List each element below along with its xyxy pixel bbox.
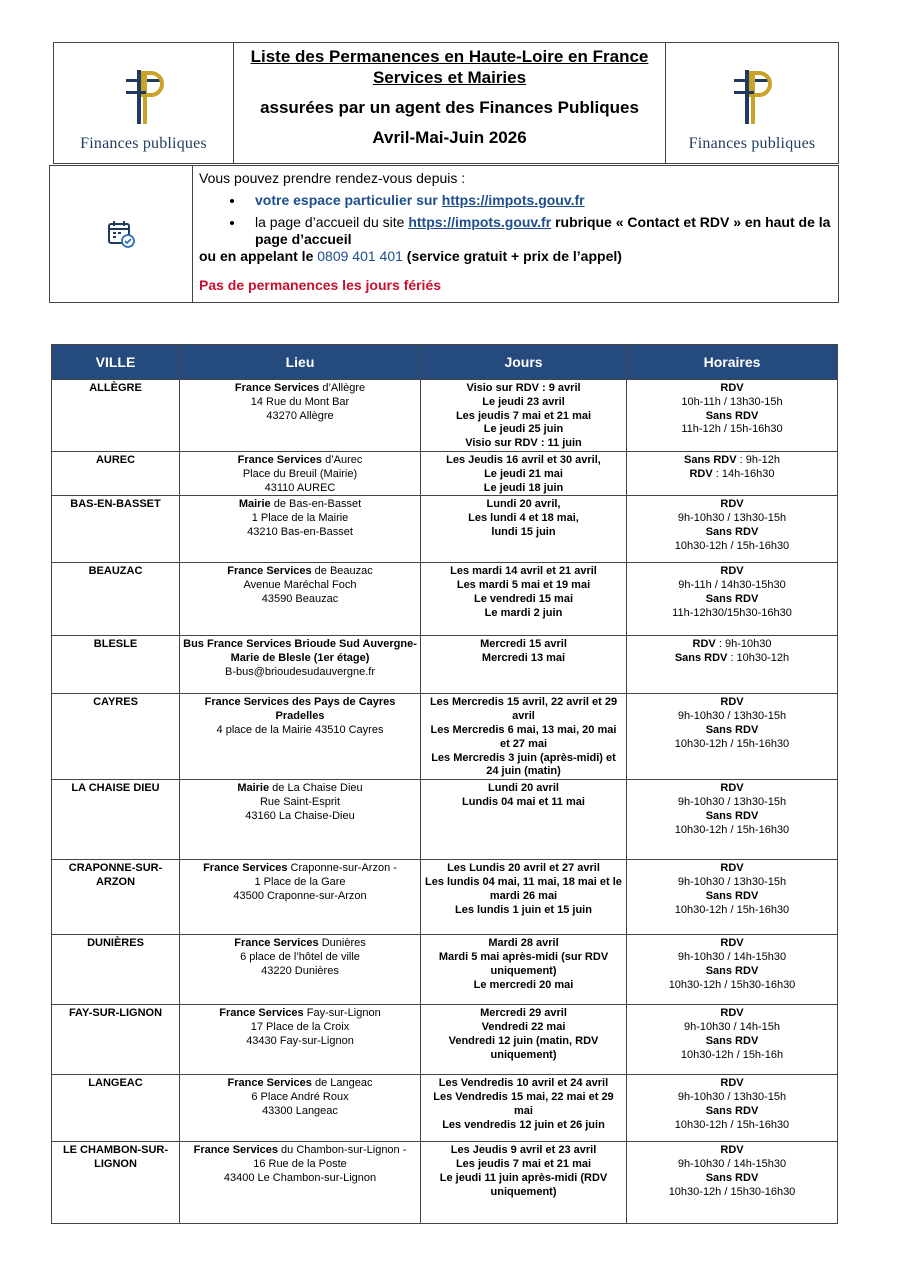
info-bullet-1: [245, 192, 832, 209]
cell-place: [180, 380, 421, 452]
place-address-line: 43270 Allègre: [266, 409, 334, 422]
calendar-check-icon: [106, 219, 136, 249]
hours-value: : 9h-10h30: [715, 638, 772, 651]
hours-value: : 9h-12h: [736, 453, 780, 466]
hours-value: 10h30-12h / 15h-16h30: [674, 737, 790, 750]
place-address-line: 17 Place de la Croix: [250, 1020, 350, 1033]
hours-value: 9h-10h30 / 13h30-15h: [677, 795, 787, 808]
place-address-line: Pradelles: [275, 710, 325, 723]
table-row: [52, 636, 838, 694]
place-address-line: 43590 Beauzac: [261, 592, 339, 605]
place-name-rest: Fay-sur-Lignon: [303, 1007, 381, 1020]
day-line: Lundis 04 mai et 11 mai: [462, 795, 585, 808]
place-name-bold: France Services: [234, 937, 319, 950]
hours-value: 10h30-12h / 15h-16h30: [674, 539, 790, 552]
hours-label: Sans RDV: [705, 809, 759, 822]
place-name-bold: France Services: [227, 565, 312, 578]
col-header-ville: VILLE: [52, 345, 180, 380]
day-line: mardi 26 mai: [489, 889, 558, 902]
hours-value: 10h30-12h / 15h-16h30: [674, 1118, 790, 1131]
logo-text: Finances publiques: [80, 135, 207, 152]
cell-days: [421, 860, 627, 935]
place-address-line: 43160 La Chaise-Dieu: [245, 809, 355, 822]
cell-city: LE CHAMBON-SUR-LIGNON: [52, 1142, 180, 1224]
place-address-line: Place du Breuil (Mairie): [242, 467, 358, 480]
hours-line: [629, 782, 835, 796]
hours-line: [629, 607, 835, 621]
day-line: Le mercredi 20 mai: [473, 978, 574, 991]
cell-days: [421, 1075, 627, 1142]
place-address-line: 43500 Craponne-sur-Arzon: [233, 889, 367, 902]
col-header-lieu: Lieu: [180, 345, 421, 380]
day-line: Mercredi 13 mai: [481, 652, 566, 665]
hours-line: [629, 498, 835, 512]
place-name-rest: d’Allègre: [319, 382, 366, 394]
place-address-line: Rue Saint-Esprit: [259, 795, 341, 808]
hours-label: Sans RDV: [705, 964, 759, 977]
cell-place: [180, 636, 421, 694]
info-icon-cell: [50, 166, 193, 302]
place-name-rest: de Bas-en-Basset: [270, 498, 362, 511]
info-phone-line: [199, 248, 832, 265]
cell-hours: [627, 935, 838, 1005]
hours-line: [629, 724, 835, 738]
day-line: Les Jeudis 9 avril et 23 avril: [450, 1144, 597, 1157]
place-name-bold: Mairie: [237, 782, 270, 795]
document-title-line1: Liste des Permanences en Haute-Loire en France: [250, 47, 649, 66]
day-line: Mardi 28 avril: [488, 937, 559, 950]
hours-label: Sans RDV: [705, 525, 759, 538]
hours-line: [629, 862, 835, 876]
document-period: Avril-Mai-Juin 2026: [372, 128, 527, 147]
hours-value: 10h-11h / 13h30-15h: [681, 395, 783, 408]
place-name-bold: France Services: [203, 862, 288, 875]
day-line: Mercredi 15 avril: [480, 638, 567, 651]
hours-line: [629, 1186, 835, 1200]
table-row: [52, 860, 838, 935]
day-line: Lundi 20 avril: [488, 782, 559, 795]
hours-value: 11h-12h / 15h-16h30: [681, 423, 783, 436]
table-row: [52, 1005, 838, 1075]
cell-place: [180, 1142, 421, 1224]
day-line: avril: [512, 710, 535, 723]
table-row: [52, 1075, 838, 1142]
hours-line: [629, 1007, 835, 1021]
hours-label: RDV: [720, 565, 744, 578]
place-name: [182, 937, 418, 951]
place-name: [182, 565, 418, 579]
info-bullet-2: [245, 214, 832, 248]
place-address-line: 16 Rue de la Poste: [253, 1157, 347, 1170]
cell-city: BLESLE: [52, 636, 180, 694]
hours-line: [629, 1091, 835, 1105]
place-address-line: 6 place de l’hôtel de ville: [240, 950, 360, 963]
cell-city: FAY-SUR-LIGNON: [52, 1005, 180, 1075]
place-name-rest: Craponne-sur-Arzon -: [287, 862, 397, 875]
cell-hours: [627, 563, 838, 636]
place-name-bold: France Services des Pays de Cayres: [204, 696, 396, 709]
place-address-line: Avenue Maréchal Foch: [243, 579, 357, 592]
document-title-line2: Services et Mairies: [372, 68, 527, 87]
cell-city: CAYRES: [52, 694, 180, 780]
hours-line: [629, 382, 835, 396]
table-row: [52, 563, 838, 636]
cell-city: LANGEAC: [52, 1075, 180, 1142]
cell-days: [421, 694, 627, 780]
day-line: Le jeudi 21 mai: [484, 467, 563, 480]
cell-days: [421, 496, 627, 563]
hours-line: [629, 824, 835, 838]
hours-label: Sans RDV: [705, 592, 759, 605]
place-address-line: 6 Place André Roux: [251, 1090, 349, 1103]
place-name: [182, 454, 418, 468]
table-body: [52, 380, 838, 1224]
place-address-line: 1 Place de la Gare: [254, 875, 346, 888]
hours-label: RDV: [720, 782, 744, 795]
day-line: et 27 mai: [499, 737, 548, 750]
hours-label: RDV: [720, 862, 744, 875]
hours-label: RDV: [720, 1144, 744, 1157]
cell-hours: [627, 1075, 838, 1142]
cell-hours: [627, 380, 838, 452]
place-name-bold: France Services: [219, 1007, 304, 1020]
cell-hours: [627, 451, 838, 495]
info-bullets: [199, 192, 832, 248]
cell-days: [421, 380, 627, 452]
cell-city: ALLÈGRE: [52, 380, 180, 452]
table-row: [52, 380, 838, 452]
place-name: [182, 498, 418, 512]
day-line: Le jeudi 23 avril: [482, 395, 565, 408]
hours-line: [629, 696, 835, 710]
day-line: Les Mercredis 3 juin (après-midi) et: [431, 751, 616, 764]
day-line: Les mardi 14 avril et 21 avril: [450, 565, 597, 578]
hours-value: : 10h30-12h: [727, 652, 790, 665]
place-address-line: 43400 Le Chambon-sur-Lignon: [223, 1171, 377, 1184]
document-subtitle: assurées par un agent des Finances Publiques: [260, 98, 639, 117]
place-address-line: 43300 Langeac: [262, 1104, 338, 1117]
table-row: [52, 935, 838, 1005]
place-address-line: 4 place de la Mairie 43510 Cayres: [216, 723, 384, 736]
hours-value: 10h30-12h / 15h30-16h30: [668, 978, 796, 991]
cell-days: [421, 1142, 627, 1224]
day-line: Les Lundis 20 avril et 27 avril: [447, 862, 600, 875]
permanences-table: [51, 344, 838, 1224]
hours-line: [629, 738, 835, 752]
place-name-rest: du Chambon-sur-Lignon -: [277, 1144, 407, 1157]
day-line: Les jeudis 7 mai et 21 mai: [455, 1157, 592, 1170]
hours-line: [629, 1035, 835, 1049]
place-name: [182, 1007, 418, 1021]
place-name-rest: de La Chaise Dieu: [269, 782, 363, 795]
logo-text: Finances publiques: [688, 135, 816, 152]
place-address-line: B-bus@brioudesudauvergne.fr: [225, 665, 375, 678]
day-line: Le vendredi 15 mai: [473, 592, 574, 605]
place-name-bold: Bus France Services Brioude Sud Auvergne-: [183, 638, 417, 651]
hours-line: [629, 1105, 835, 1119]
hours-line: [629, 565, 835, 579]
cell-days: [421, 451, 627, 495]
cell-place: [180, 780, 421, 860]
hours-value: 9h-10h30 / 13h30-15h: [677, 710, 787, 723]
day-line: 24 juin (matin): [486, 765, 561, 778]
place-name-rest: de Langeac: [311, 1077, 373, 1090]
cell-place: [180, 1075, 421, 1142]
hours-value: 11h-12h30/15h30-16h30: [672, 606, 792, 619]
hours-line: [629, 652, 835, 666]
day-line: Le jeudi 18 juin: [483, 481, 564, 494]
day-line: Les Vendredis 15 mai, 22 mai et 29: [433, 1090, 614, 1103]
hours-line: [629, 468, 835, 482]
hours-line: [629, 396, 835, 410]
day-line: Le mardi 2 juin: [484, 606, 563, 619]
hours-value: 10h30-12h / 15h-16h: [680, 1048, 784, 1061]
hours-value: 9h-11h / 14h30-15h30: [678, 579, 786, 592]
cell-place: [180, 860, 421, 935]
day-line: Les lundis 1 juin et 15 juin: [455, 903, 592, 916]
day-line: Mercredi 29 avril: [480, 1007, 567, 1020]
day-line: Les Mercredis 6 mai, 13 mai, 20 mai: [430, 723, 617, 736]
hours-line: [629, 1144, 835, 1158]
table-row: [52, 780, 838, 860]
holiday-notice: Pas de permanences les jours fériés: [199, 277, 442, 293]
hours-line: [629, 1077, 835, 1091]
hours-label: Sans RDV: [705, 1034, 759, 1047]
table-row: [52, 694, 838, 780]
day-line: Lundi 20 avril,: [486, 498, 561, 511]
cell-city: BEAUZAC: [52, 563, 180, 636]
cell-city: BAS-EN-BASSET: [52, 496, 180, 563]
place-name: [182, 1077, 418, 1091]
hours-line: [629, 904, 835, 918]
day-line: uniquement): [490, 1185, 557, 1198]
table-row: [52, 1142, 838, 1224]
hours-line: [629, 526, 835, 540]
hours-line: [629, 540, 835, 554]
hours-line: [629, 937, 835, 951]
hours-value: 10h30-12h / 15h-16h30: [674, 903, 790, 916]
hours-line: [629, 876, 835, 890]
cell-place: [180, 496, 421, 563]
place-name-bold: France Services: [193, 1144, 278, 1157]
place-address-line: 14 Rue du Mont Bar: [250, 395, 350, 408]
hours-line: [629, 512, 835, 526]
hours-line: [629, 638, 835, 652]
place-address-line: 43220 Dunières: [261, 964, 339, 977]
hours-value: 10h30-12h / 15h30-16h30: [668, 1185, 796, 1198]
day-line: Visio sur RDV : 11 juin: [465, 437, 582, 450]
hours-label: RDV: [720, 382, 744, 394]
place-address-line: Marie de Blesle (1er étage): [230, 652, 370, 665]
title-block: [234, 43, 665, 163]
hours-label: Sans RDV: [705, 1104, 759, 1117]
hours-label: RDV: [720, 498, 744, 511]
cell-place: [180, 563, 421, 636]
place-name: [182, 1144, 418, 1158]
day-line: Les mardi 5 mai et 19 mai: [456, 579, 591, 592]
hours-value: 9h-10h30 / 14h-15h30: [677, 1157, 787, 1170]
logo-right: [665, 43, 838, 163]
cell-days: [421, 636, 627, 694]
hours-value: 9h-10h30 / 13h30-15h: [677, 875, 787, 888]
hours-line: [629, 1158, 835, 1172]
day-line: Les jeudis 7 mai et 21 mai: [455, 409, 592, 422]
place-name-bold: Mairie: [238, 498, 271, 511]
hours-line: [629, 579, 835, 593]
place-name-bold: France Services: [237, 453, 323, 466]
hours-value: 10h30-12h / 15h-16h30: [674, 823, 790, 836]
day-line: Les lundi 4 et 18 mai,: [468, 512, 579, 525]
info-intro: Vous pouvez prendre rendez-vous depuis :: [199, 170, 466, 186]
cell-place: [180, 935, 421, 1005]
day-line: Les vendredis 12 juin et 26 juin: [442, 1118, 605, 1131]
day-line: uniquement): [490, 964, 557, 977]
place-name-rest: Dunières: [318, 937, 366, 950]
place-name-rest: de Beauzac: [311, 565, 373, 578]
day-line: Visio sur RDV : 9 avril: [466, 382, 581, 394]
cell-hours: [627, 1142, 838, 1224]
hours-value: : 14h-16h30: [712, 467, 775, 480]
impots-link[interactable]: https://impots.gouv.fr: [441, 192, 585, 208]
day-line: Vendredi 12 juin (matin, RDV: [448, 1034, 599, 1047]
hours-label: RDV: [689, 467, 713, 480]
hours-line: [629, 423, 835, 437]
cell-city: AUREC: [52, 451, 180, 495]
hours-label: RDV: [720, 937, 744, 950]
place-name: [182, 696, 418, 710]
finances-publiques-logo-icon: [120, 65, 168, 127]
cell-place: [180, 1005, 421, 1075]
place-name-rest: d’Aurec: [322, 453, 363, 466]
hours-label: RDV: [720, 1007, 744, 1020]
place-name: [182, 382, 418, 396]
document-header: [53, 42, 839, 164]
day-line: Les Jeudis 16 avril et 30 avril,: [446, 453, 601, 466]
place-address-line: 1 Place de la Mairie: [251, 512, 349, 525]
hours-label: Sans RDV: [684, 453, 737, 466]
cell-place: [180, 694, 421, 780]
hours-label: RDV: [720, 696, 744, 709]
table-row: [52, 496, 838, 563]
place-name: [182, 782, 418, 796]
day-line: mai: [514, 1104, 533, 1117]
cell-hours: [627, 780, 838, 860]
hours-line: [629, 890, 835, 904]
col-header-horaires: Horaires: [627, 345, 838, 380]
cell-days: [421, 935, 627, 1005]
hours-line: [629, 410, 835, 424]
hours-label: Sans RDV: [705, 1171, 759, 1184]
col-header-jours: Jours: [421, 345, 627, 380]
cell-hours: [627, 860, 838, 935]
day-line: Les Mercredis 15 avril, 22 avril et 29: [429, 696, 618, 709]
table-header-row: [52, 345, 838, 380]
day-line: Vendredi 22 mai: [481, 1020, 566, 1033]
hours-line: [629, 593, 835, 607]
cell-hours: [627, 636, 838, 694]
day-line: Les lundis 04 mai, 11 mai, 18 mai et le: [425, 875, 622, 888]
hours-value: 9h-10h30 / 14h-15h: [683, 1020, 781, 1033]
hours-label: Sans RDV: [705, 409, 759, 422]
hours-line: [629, 454, 835, 468]
phone-prefix: ou en appelant le: [199, 248, 314, 264]
hours-label: RDV: [720, 1077, 744, 1090]
hours-label: Sans RDV: [674, 652, 728, 665]
place-address-line: 43430 Fay-sur-Lignon: [246, 1034, 354, 1047]
hours-line: [629, 1119, 835, 1133]
cell-city: LA CHAISE DIEU: [52, 780, 180, 860]
hours-line: [629, 979, 835, 993]
table-row: [52, 451, 838, 495]
hours-value: 9h-10h30 / 13h30-15h: [677, 512, 787, 525]
bullet2-prefix: la page d’accueil du site: [255, 214, 405, 230]
hours-value: 9h-10h30 / 13h30-15h: [677, 1090, 787, 1103]
day-line: Le jeudi 25 juin: [483, 423, 564, 436]
cell-days: [421, 1005, 627, 1075]
cell-days: [421, 780, 627, 860]
cell-hours: [627, 694, 838, 780]
place-name-bold: France Services: [234, 382, 320, 394]
finances-publiques-logo-icon: [728, 65, 776, 127]
day-line: Les Vendredis 10 avril et 24 avril: [438, 1077, 609, 1090]
logo-left: [54, 43, 234, 163]
day-line: Mardi 5 mai après-midi (sur RDV: [438, 950, 609, 963]
hours-line: [629, 796, 835, 810]
cell-days: [421, 563, 627, 636]
bullet1-prefix: votre espace particulier sur: [255, 192, 438, 208]
day-line: lundi 15 juin: [491, 525, 556, 538]
hours-label: Sans RDV: [705, 889, 759, 902]
impots-link[interactable]: https://impots.gouv.fr: [408, 214, 552, 230]
hours-line: [629, 1021, 835, 1035]
place-address-line: 43210 Bas-en-Basset: [247, 525, 353, 538]
phone-number[interactable]: 0809 401 401: [317, 248, 403, 264]
hours-line: [629, 965, 835, 979]
cell-place: [180, 451, 421, 495]
hours-line: [629, 1049, 835, 1063]
day-line: uniquement): [490, 1048, 557, 1061]
hours-line: [629, 951, 835, 965]
cell-hours: [627, 496, 838, 563]
cell-hours: [627, 1005, 838, 1075]
place-name-bold: France Services: [227, 1077, 312, 1090]
hours-line: [629, 810, 835, 824]
hours-label: Sans RDV: [705, 723, 759, 736]
day-line: Le jeudi 11 juin après-midi (RDV: [439, 1171, 608, 1184]
place-address-line: 43110 AUREC: [264, 481, 336, 494]
hours-value: 9h-10h30 / 14h-15h30: [677, 950, 787, 963]
hours-line: [629, 1172, 835, 1186]
phone-suffix: (service gratuit + prix de l’appel): [406, 248, 622, 264]
appointment-info: [49, 165, 839, 303]
hours-line: [629, 710, 835, 724]
hours-label: RDV: [692, 638, 716, 651]
info-text: [193, 166, 838, 302]
bullet2-suffix: rubrique « Contact et RDV » en haut de la page d’accueil: [255, 214, 831, 247]
cell-city: DUNIÈRES: [52, 935, 180, 1005]
place-name: [182, 862, 418, 876]
place-name: [182, 638, 418, 652]
cell-city: CRAPONNE-SUR-ARZON: [52, 860, 180, 935]
